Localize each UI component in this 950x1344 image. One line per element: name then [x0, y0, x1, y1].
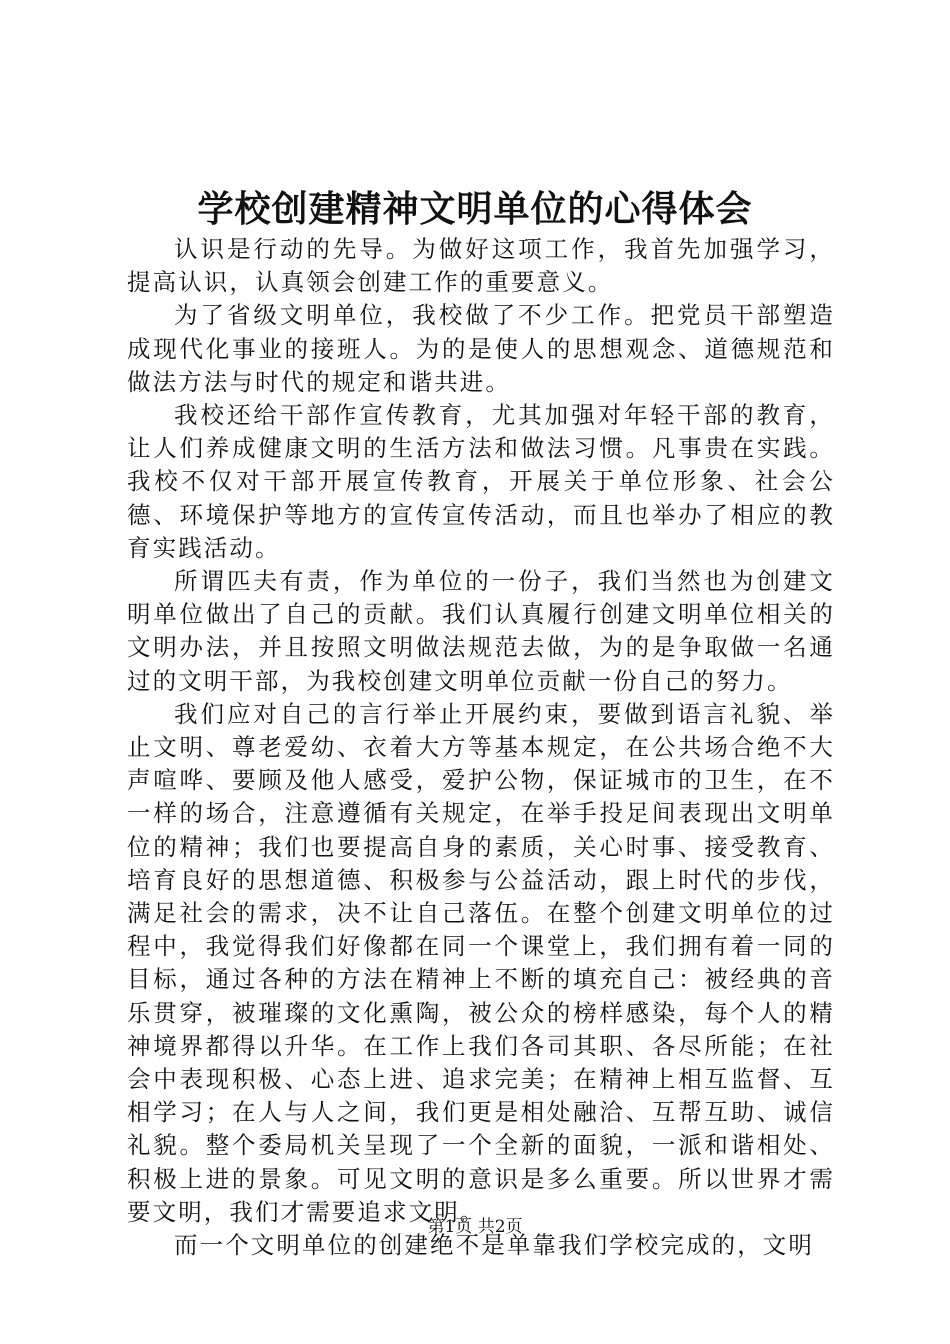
paragraph-5: 我们应对自己的言行举止开展约束，要做到语言礼貌、举止文明、尊老爱幼、衣着大方等基本规定，在公共场合绝不大声喧哗、要顾及他人感受，爱护公物，保证城市的卫生，在不一样的场合，注意遵循有关规定，在举手投足间表现出文明单位的精神；我们也要提高自身的素质，关心时事、接受教育、培育良好的思想道德、积极参与公益活动，跟上时代的步伐，满足社会的需求，决不让自己落伍。在整个创建文明单位的过程中，我觉得我们好像都在同一个课堂上，我们拥有着一同的目标，通过各种的方法在精神上不断的填充自己：被经典的音乐贯穿，被璀璨的文化熏陶，被公众的榜样感染，每个人的精神境界都得以升华。在工作上我们各司其职、各尽所能；在社会中表现积极、心态上进、追求完美；在精神上相互监督、互相学习；在人与人之间，我们更是相处融洽、互帮互助、诚信礼貌。整个委局机关呈现了一个全新的面貌，一派和谐相处、积极上进的景象。可见文明的意识是多么重要。所以世界才需要文明，我们才需要追求文明。 — [127, 699, 835, 1226]
page-footer: 第1页 共2页 — [427, 1217, 523, 1237]
paragraph-2: 为了省级文明单位，我校做了不少工作。把党员干部塑造成现代化事业的接班人。为的是使人的思想观念、道德规范和做法方法与时代的规定和谐共进。 — [127, 301, 835, 396]
paragraph-3: 我校还给干部作宣传教育，尤其加强对年轻干部的教育，让人们养成健康文明的生活方法和做法习惯。凡事贵在实践。我校不仅对干部开展宣传教育，开展关于单位形象、社会公德、环境保护等地方的宣传宣传活动，而且也举办了相应的教育实践活动。 — [127, 401, 835, 562]
paragraph-4: 所谓匹夫有责，作为单位的一份子，我们当然也为创建文明单位做出了自己的贡献。我们认真履行创建文明单位相关的文明办法，并且按照文明做法规范去做，为的是争取做一名通过的文明干部，为我校创建文明单位贡献一份自己的努力。 — [127, 567, 835, 695]
paragraph-6: 而一个文明单位的创建绝不是单靠我们学校完成的，文明 — [174, 1231, 814, 1260]
paragraph-1: 认识是行动的先导。为做好这项工作，我首先加强学习，提高认识，认真领会创建工作的重要意义。 — [127, 235, 835, 297]
document-body — [127, 233, 835, 1262]
document-title: 学校创建精神文明单位的心得体会 — [197, 188, 753, 230]
